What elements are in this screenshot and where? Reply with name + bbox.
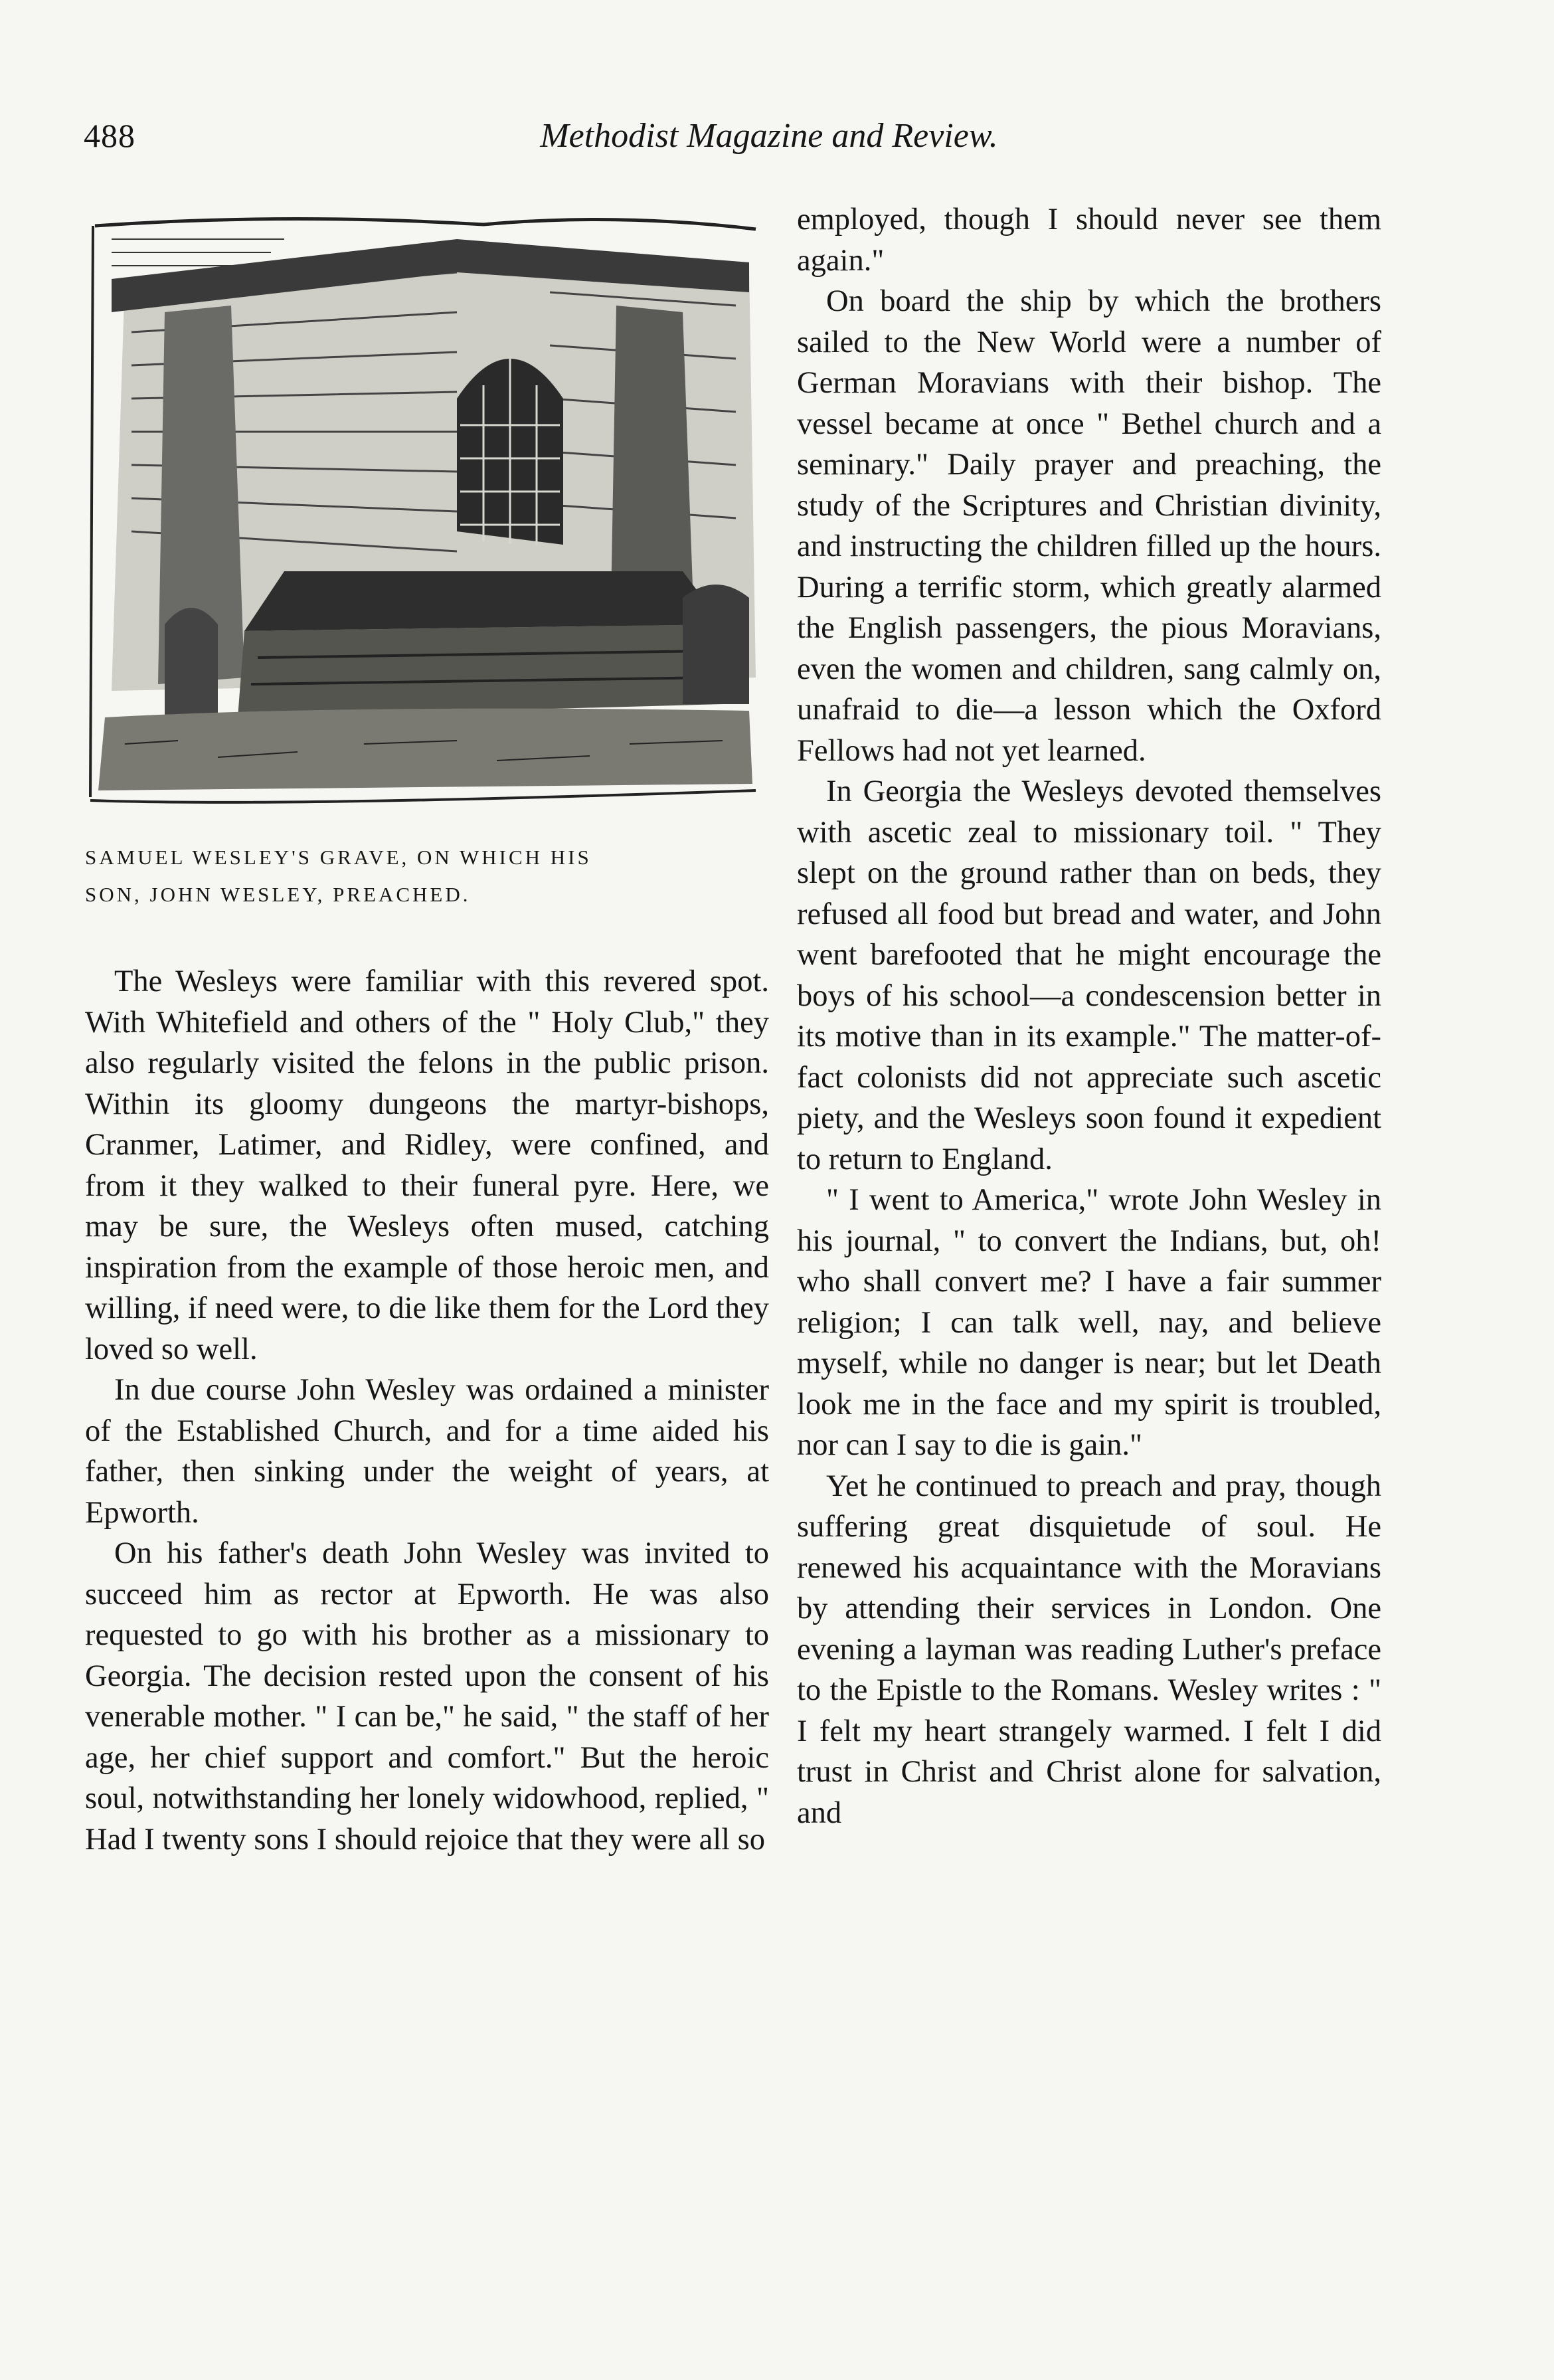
grave-illustration (85, 199, 776, 820)
church-engraving (85, 199, 776, 820)
paragraph: " I went to America," wrote John Wesley in his journal, " to convert the Indians, but, oh! who shall convert me? I have a fair summer religion; I can talk well, nay, and believe myself, while no danger is near; but let Death look me in the face and my spirit is troubled, nor can I say to die is gain." (797, 1183, 1381, 1462)
page-header (84, 116, 1415, 169)
figure-caption (85, 839, 769, 913)
page-number: 488 (84, 117, 135, 154)
paragraph: In Georgia the Wesleys devoted themselves with ascetic zeal to missionary toil. " They slept on the ground rather than on beds, they refused all food but bread and water, and John went barefooted that he might encourage the boys of his school—a condescension better in its motive than in its example." The matter-of-fact colonists did not appreciate such ascetic piety, and the Wesleys soon found it expedient to return to England. (797, 775, 1381, 1176)
paragraph: On his father's death John Wesley was invited to succeed him as rector at Epworth. He was also requested to go with his brother as a missionary to Georgia. The decision rested upon the consent of his venerable mother. " I can be," he said, " the staff of her age, her chief support and comfort." But the heroic soul, notwithstanding her lonely widowhood, replied, " Had I twenty sons I should rejoice that they were all so (85, 1536, 769, 1857)
paragraph: Yet he continued to preach and pray, though suffering great disquietude of soul. He renewed his acquaintance with the Moravians by attending their services in London. One evening a layman was reading Luther's preface to the Epistle to the Romans. Wesley writes : " I felt my heart strangely warmed. I felt I did trust in Christ and Christ alone for salvation, and (797, 1469, 1381, 1830)
left-column (85, 199, 769, 1860)
caption-line-1: SAMUEL WESLEY'S GRAVE, ON WHICH HIS (85, 846, 592, 869)
running-title: Methodist Magazine and Review. (540, 117, 998, 155)
paragraph: employed, though I should never see them again." (797, 203, 1381, 278)
paragraph: The Wesleys were familiar with this revered spot. With Whitefield and others of the " Holy Club," they also regularly visited the felons in the public prison. Within its gloomy dungeons the martyr-bishops, Cranmer, Latimer, and Ridley, were confined, and from it they walked to their funeral pyre. Here, we may be sure, the Wesleys often mused, catching inspiration from the example of those heroic men, and willing, if need were, to die like them for the Lord they loved so well. (85, 964, 769, 1366)
paragraph: On board the ship by which the brothers sailed to the New World were a number of German Moravians with their bishop. The vessel became at once " Bethel church and a seminary." Daily prayer and preaching, the study of the Scriptures and Christian divinity, and instructing the children filled up the hours. During a terrific storm, which greatly alarmed the English passengers, the pious Moravians, even the women and children, sang calmly on, unafraid to die—a lesson which the Oxford Fellows had not yet learned. (797, 284, 1381, 768)
right-column (797, 199, 1381, 1833)
paragraph: In due course John Wesley was ordained a minister of the Established Church, and for a time aided his father, then sinking under the weight of years, at Epworth. (85, 1373, 769, 1530)
caption-line-2: SON, JOHN WESLEY, PREACHED. (85, 883, 471, 906)
